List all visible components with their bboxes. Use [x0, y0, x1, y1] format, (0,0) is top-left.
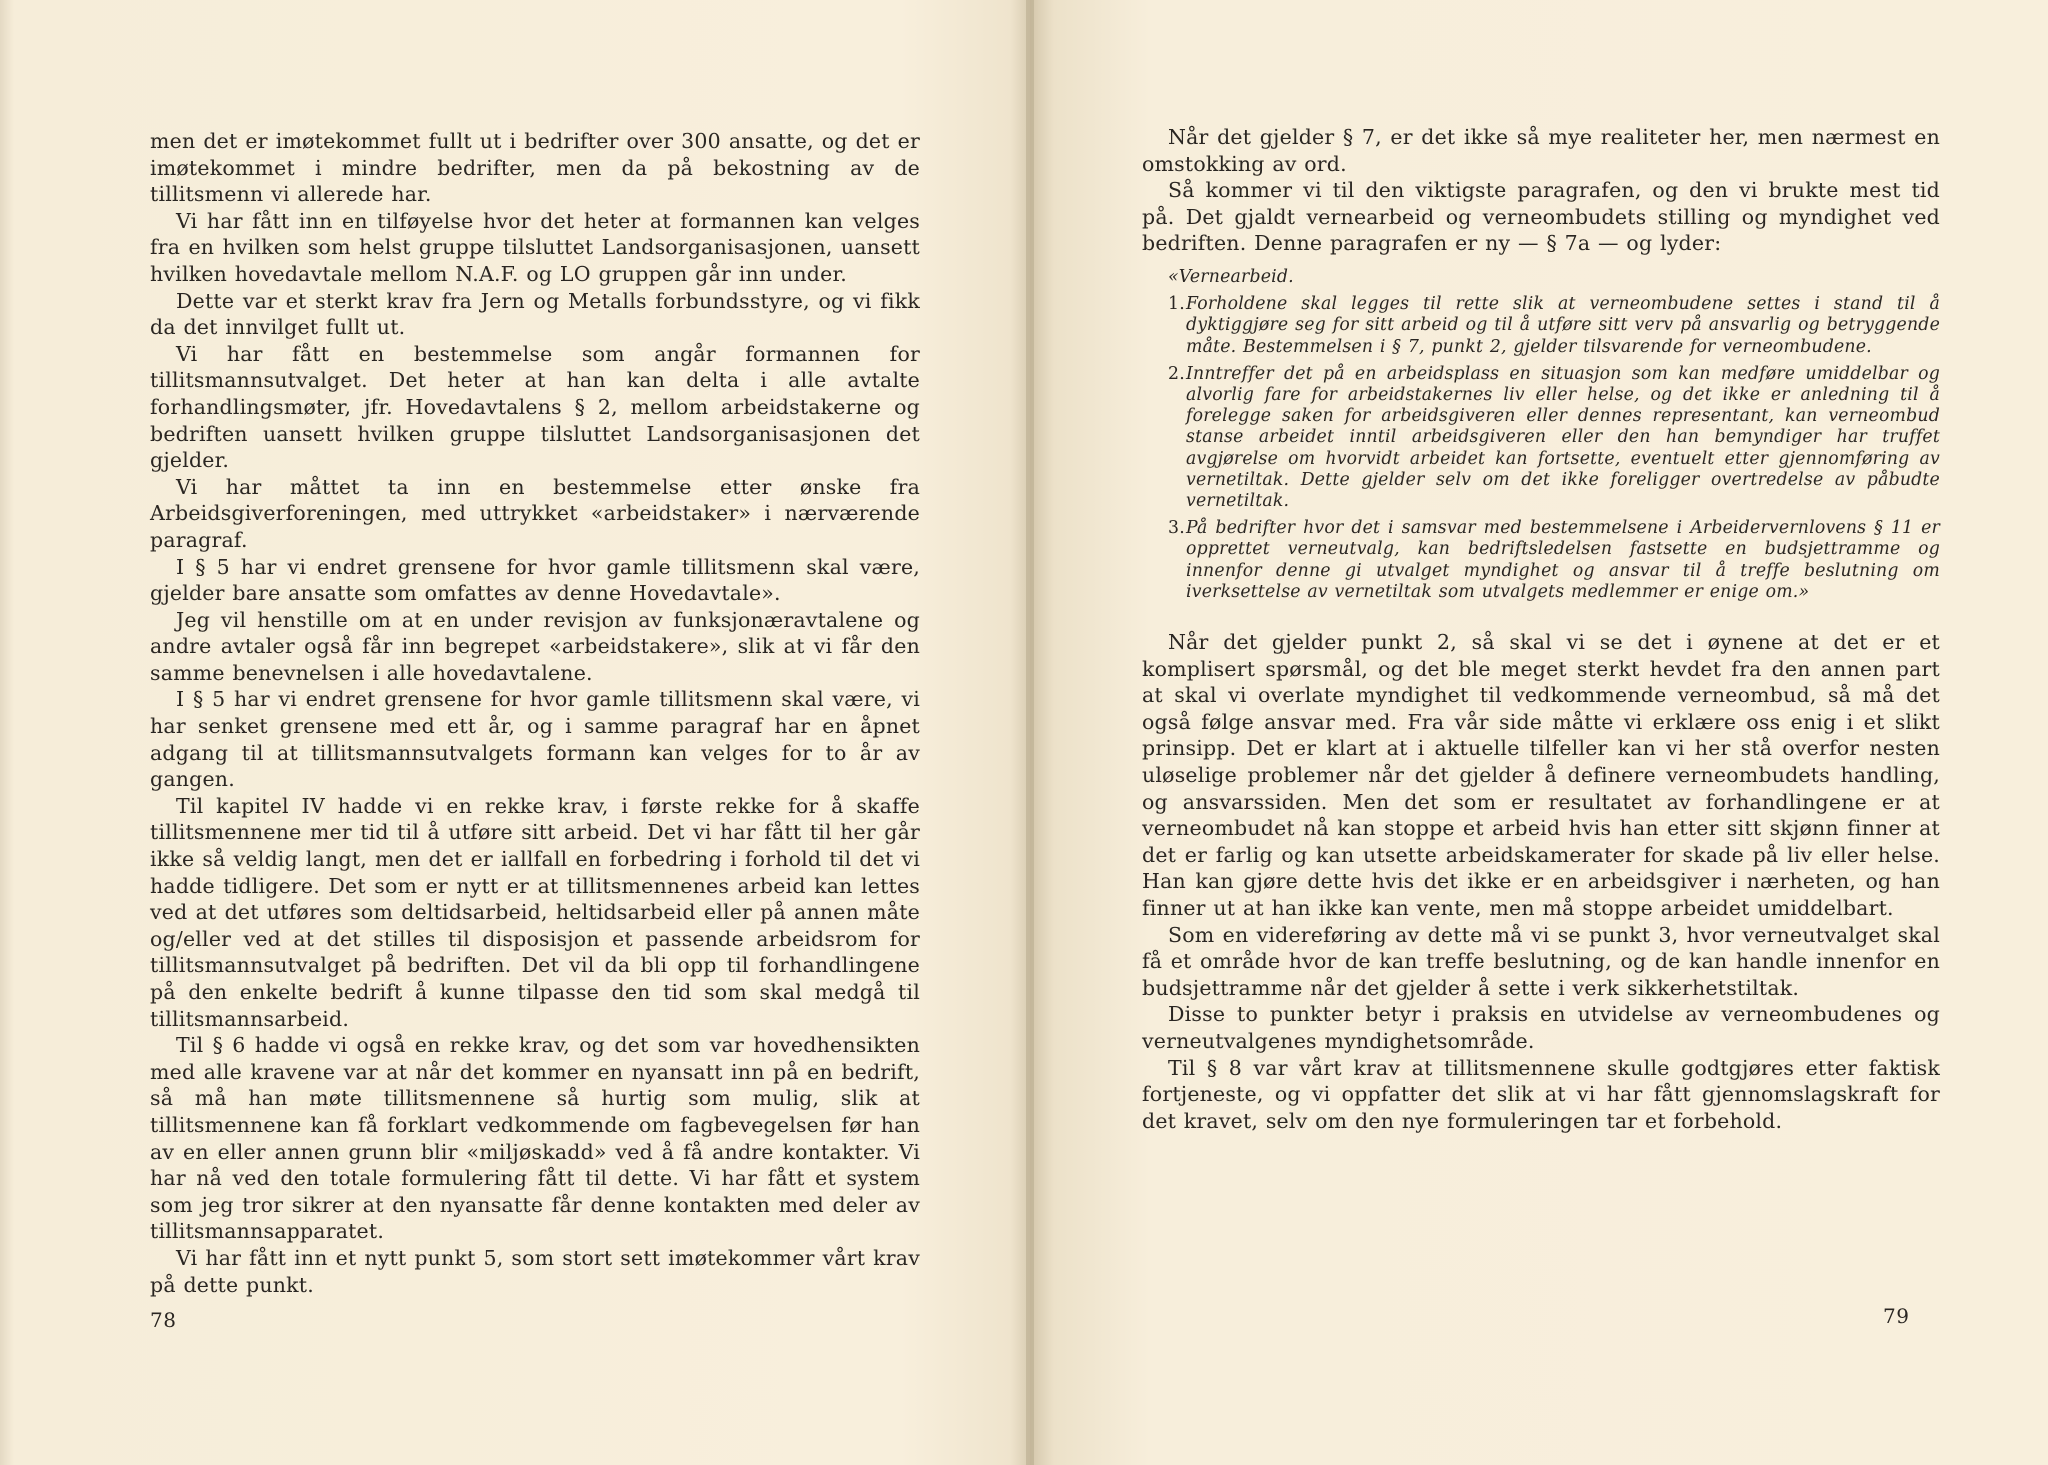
paragraph: Til § 8 var vårt krav at tillitsmennene skulle godtgjøres etter faktisk fortjeneste, og vi oppfatter det slik at vi har fått gjennomslagskraft for det kravet, selv om den nye formuleringen tar et forbehold.	[1142, 1055, 1940, 1133]
paragraph: Vi har måttet ta inn en bestemmelse etter ønske fra Arbeidsgiverforeningen, med uttrykket «arbeidstaker» i nærværende paragraf.	[150, 474, 920, 552]
paragraph: Vi har fått inn et nytt punkt 5, som stort sett imøtekommer vårt krav på dette punkt.	[150, 1245, 920, 1297]
quote-list	[1142, 294, 1940, 603]
right-page	[1030, 0, 2048, 1465]
paragraph: Til § 6 hadde vi også en rekke krav, og det som var hovedhensikten med alle kravene var at når det kommer en nyansatt inn på en bedrift, så må han møte tillitsmennene så hurtig som mulig, slik at tillitsmennene kan få forklart vedkommende om fagbevegelsen før han av en eller annen grunn blir «miljøskadd» ved å få andre kontakter. Vi har nå ved den totale formulering fått til dette. Vi har fått et system som jeg tror sikrer at den nyansatte får denne kontakten med deler av tillitsmannsapparatet.	[150, 1033, 920, 1244]
quoted-clause	[1142, 267, 1940, 603]
quote-item	[1142, 518, 1940, 603]
quote-item	[1142, 364, 1940, 512]
quote-item-text: Inntreffer det på en arbeidsplass en situasjon som kan medføre umiddelbar og alvorlig fare for arbeidstakernes liv eller helse, og det ikke er anledning til å forelegge saken for arbeidsgiveren eller dennes representant, kan verneombud stanse arbeidet inntil arbeidsgiveren eller den han bemyndiger har truffet avgjørelse om hvorvidt arbeidet kan fortsette, eventuelt etter gjennomføring av vernetiltak. Dette gjelder selv om det ikke foreligger overtredelse av påbudte vernetiltak.	[1186, 363, 1940, 511]
quote-item	[1142, 294, 1940, 358]
quote-item-number: 2.	[1168, 363, 1185, 384]
paragraph: Når det gjelder § 7, er det ikke så mye realiteter her, men nærmest en omstokking av ord.	[1142, 125, 1940, 176]
paragraph: Så kommer vi til den viktigste paragrafen, og den vi brukte mest tid på. Det gjaldt vernearbeid og verneombudets stilling og myndighet ved bedriften. Denne paragrafen er ny — § 7a — og lyder:	[1142, 178, 1940, 256]
paragraph: Til kapitel IV hadde vi en rekke krav, i første rekke for å skaffe tillitsmennene mer tid til å utføre sitt arbeid. Det vi har fått til her går ikke så veldig langt, men det er iallfall en forbedring i forhold til det vi hadde tidligere. Det som er nytt er at tillitsmennenes arbeid kan lettes ved at det utføres som deltidsarbeid, heltidsarbeid eller på annen måte og/eller ved at det stilles til disposisjon et passende arbeidsrom for tillitsmannsutvalget på bedriften. Det vil da bli opp til forhandlingene på den enkelte bedrift å kunne tilpasse den tid som skal medgå til tillitsmannsarbeid.	[150, 793, 920, 1031]
paragraph: Når det gjelder punkt 2, så skal vi se det i øynene at det er et komplisert spørsmål, og det ble meget sterkt hevdet fra den annen part at skal vi overlate myndighet til vedkommende verneombud, så må det også følge ansvar med. Fra vår side måtte vi erklære oss enig i et slikt prinsipp. Det er klart at i aktuelle tilfeller kan vi her stå overfor nesten uløselige problemer når det gjelder å definere verneombudets handling, og ansvarssiden. Men det som er resultatet av forhandlingene er at verneombudet nå kan stoppe et arbeid hvis han etter sitt skjønn finner at det er farlig og kan utsette arbeidskamerater for skade på liv eller helse. Han kan gjøre dette hvis det ikke er en arbeidsgiver i nærheten, og han finner ut at han ikke kan vente, men må stoppe arbeidet umiddelbart.	[1142, 630, 1940, 920]
quote-item-number: 3.	[1168, 518, 1185, 539]
quote-item-text: Forholdene skal legges til rette slik at verneombudene settes i stand til å dyktiggjøre seg for sitt arbeid og til å utføre sitt verv på ansvarlig og betryggende måte. Bestemmelsen i § 7, punkt 2, gjelder tilsvarende for verneombudene.	[1186, 294, 1940, 357]
paragraph: Disse to punkter betyr i praksis en utvidelse av verneombudenes og verneutvalgenes myndighetsområde.	[1142, 1002, 1940, 1053]
quote-item-number: 1.	[1168, 294, 1185, 315]
quote-item-text: På bedrifter hvor det i samsvar med bestemmelsene i Arbeidervernlovens § 11 er opprettet verneutvalg, kan bedriftsledelsen fastsette en budsjettramme og innenfor denne gi utvalget myndighet og ansvar til å treffe beslutning om iverksettelse av vernetiltak som utvalgets medlemmer er enige om.»	[1186, 518, 1940, 602]
paragraph: Dette var et sterkt krav fra Jern og Metalls forbundsstyre, og vi fikk da det innvilget fullt ut.	[150, 288, 920, 340]
page-number: 79	[1883, 1304, 1910, 1328]
paragraph: Vi har fått en bestemmelse som angår formannen for tillitsmannsutvalget. Det heter at han kan delta i alle avtalte forhandlingsmøter, jfr. Hovedavtalens § 2, mellom arbeidstakerne og bedriften uansett hvilken gruppe tilsluttet Landsorganisasjonen det gjelder.	[150, 341, 920, 473]
book-gutter	[1026, 0, 1034, 1465]
left-page-text	[150, 128, 920, 1298]
right-page-text	[1142, 124, 1940, 1134]
page-number: 78	[150, 1308, 177, 1332]
paragraph: I § 5 har vi endret grensene for hvor gamle tillitsmenn skal være, gjelder bare ansatte som omfattes av denne Hovedavtale».	[150, 554, 920, 606]
quote-title: «Vernearbeid.	[1168, 266, 1294, 287]
paragraph: Vi har fått inn en tilføyelse hvor det heter at formannen kan velges fra en hvilken som helst gruppe tilsluttet Landsorganisasjonen, uansett hvilken hovedavtale mellom N.A.F. og LO gruppen går inn under.	[150, 208, 920, 286]
paragraph: I § 5 har vi endret grensene for hvor gamle tillitsmenn skal være, vi har senket grensene med ett år, og i samme paragraf har en åpnet adgang til at tillitsmannsutvalgets formann kan velges for to år av gangen.	[150, 687, 920, 792]
paragraph: Som en videreføring av dette må vi se punkt 3, hvor verneutvalget skal få et område hvor de kan treffe beslutning, og de kan handle innenfor en budsjettramme når det gjelder å sette i verk sikkerhetstiltak.	[1142, 922, 1940, 1000]
paragraph: men det er imøtekommet fullt ut i bedrifter over 300 ansatte, og det er imøtekommet i mindre bedrifter, men da på bekostning av de tillitsmenn vi allerede har.	[150, 129, 920, 207]
paragraph: Jeg vil henstille om at en under revisjon av funksjonæravtalene og andre avtaler også får inn begrepet «arbeidstakere», slik at vi får den samme benevnelsen i alle hovedavtalene.	[150, 607, 920, 685]
